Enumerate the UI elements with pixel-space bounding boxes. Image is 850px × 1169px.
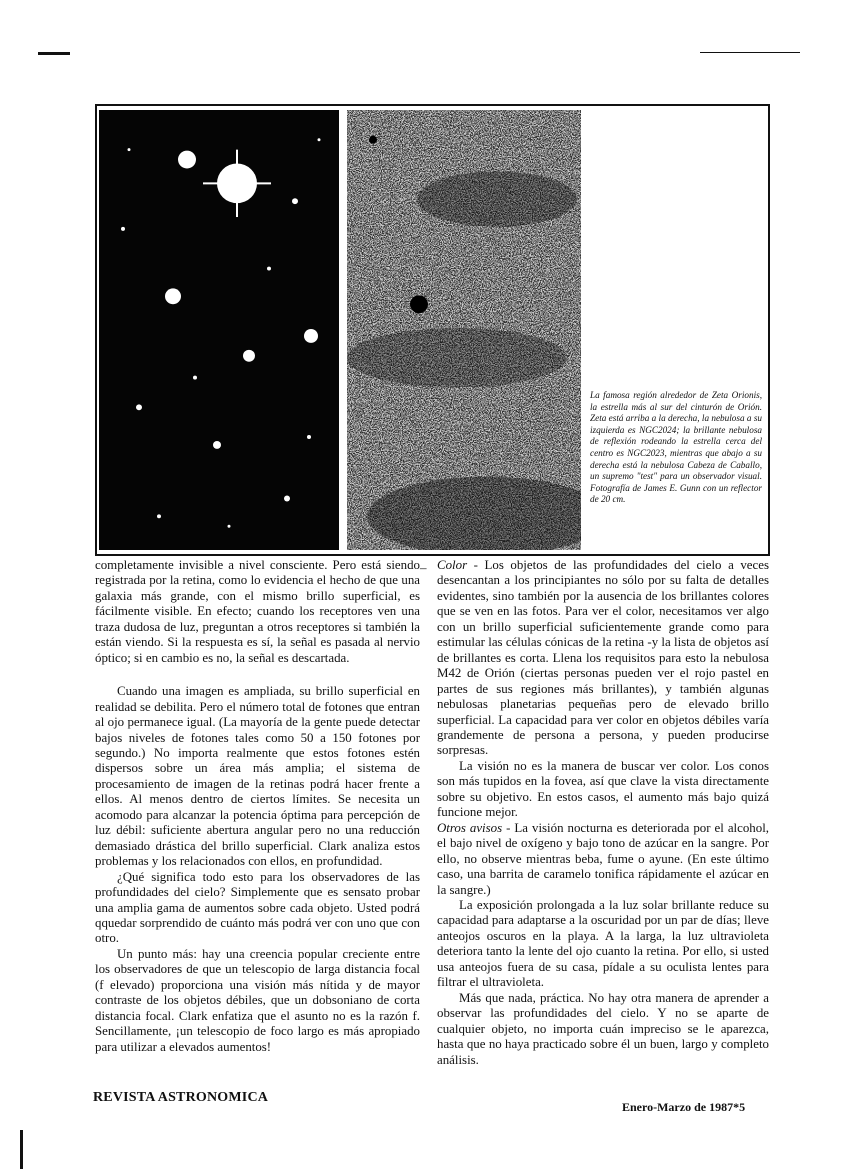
figure-caption: La famosa región alrededor de Zeta Orionis, la estrella más al sur del cinturón de Orión. Zeta está arriba a la derecha, la nebulosa a su izquierda es NGC2024; la brillante nebulosa de reflexión rodeando la estrella cerca del centro es NGC2023, mientras que abajo a su derecha está la nebulosa Cabeza de Caballo, un supremo "test" para un observador visual. Fotografía de James E. Gunn con un reflector de 20 cm. <box>590 390 762 505</box>
left-text-column <box>95 558 420 1055</box>
warnings-section-text: - La visión nocturna es deteriorada por el alcohol, el bajo nivel de oxígeno y bajo tono de azúcar en la sangre. Por ello, no observe mientras beba, fume o ayune. (En este último caso, una barrita de caramelo tonifica rápidamente el azúcar en la sangre.) <box>437 820 769 897</box>
scan-artifact-bottom-left <box>20 1130 23 1169</box>
column-dash: – <box>420 560 427 575</box>
right-text-column <box>437 558 769 1068</box>
left-paragraph-3: ¿Qué significa todo esto para los observadores de las profundidades del cielo? Simplemente que es sensato probar una amplia gama de aumentos sobre cada objeto. Usted podrá qquedar sorprendido de cuánto más podrá ver con uno que con otro. <box>95 869 420 946</box>
right-paragraph-5: Más que nada, práctica. No hay otra manera de aprender a observar las profundidades del cielo. Y no se aparte de cualquier objeto, no importa cuán impreciso se le aparezca, hasta que no haya practicado sobre él un buen, largo y completo análisis. <box>437 990 769 1067</box>
right-paragraph-4: La exposición prolongada a la luz solar brillante reduce su capacidad para adaptarse a la oscuridad por un par de días; lleve anteojos oscuros en la playa. A la larga, la luz ultravioleta deteriora tanto la lente del ojo cuanto la retina. Por ello, si usted usa anteojos fuera de su casa, pídale a su oculista lentes para filtrar el ultravioleta. <box>437 897 769 990</box>
issue-and-page: Enero-Marzo de 1987*5 <box>622 1100 746 1114</box>
nebula-photo <box>347 110 581 550</box>
star-field-photo <box>99 110 339 550</box>
right-paragraph-3 <box>437 821 769 898</box>
left-paragraph-2: Cuando una imagen es ampliada, su brillo superficial en realidad se debilita. Pero el número total de fotones que entran al ojo permanece igual. (La mayoría de la gente puede detectar bajos niveles de fotones tales como 50 a 150 fotones por segundo.) No importa realmente que estos fotones estén dispersos sobre un área más amplia; el sistema de procesamiento de imagen de la retinas podrá hacer frente a ellos. Al menos dentro de ciertos límites. Se necesita un acomodo para alcanzar la potencia óptima para percepción de luz débil: suficiente abertura angular pero no una reducción demasiado drástica del brillo superficial. Clark analiza estos problemas y los relacionados con ellos, en profundidad. <box>95 684 420 869</box>
warnings-section-lead: Otros avisos <box>437 820 503 835</box>
color-section-text: - Los objetos de las profundidades del cielo a veces desencantan a los principiantes no sólo por su falta de detalles evidentes, sino también por la ausencia de los brillantes colores que se ven en las fotos. Para ver el color, necesitamos ver algo con un brillo superficial suficientemente grande como para estimular las células cónicas de la retina -y la lista de objetos así de brillantes es corta. Llena los requisitos para esto la nebulosa M42 de Orión (ciertas personas pueden ver el rojo pastel en partes de sus regiones más brillantes), y también algunas nebulosas planetarias pequeñas pero de elevado brillo superficial. La capacidad para ver color en objetos débiles varía grandemente de persona a persona, y pueden producirse sorpresas. <box>437 558 769 758</box>
scan-artifact-top-left <box>38 52 70 55</box>
right-paragraph-1 <box>437 558 769 759</box>
right-paragraph-2: La visión no es la manera de buscar ver color. Los conos son más tupidos en la fovea, así que clave la vista directamente sobre su objetivo. En estos casos, el aumento más bajo quizá funcione mejor. <box>437 758 769 820</box>
color-section-lead: Color <box>437 558 468 572</box>
left-paragraph-4: Un punto más: hay una creencia popular creciente entre los observadores de que un telescopio de larga distancia focal (f elevado) proporciona una visión más nítida y de mayor contraste de los objetos débiles, que un dobsoniano de corta distancia focal. Clark enfatiza que el asunto no es la razón f. Sencillamente, ¡un telescopio de foco largo es más apropiado para utilizar a elevados aumentos! <box>95 946 420 1054</box>
publication-name: REVISTA ASTRONOMICA <box>93 1090 269 1105</box>
left-paragraph-1: completamente invisible a nivel consciente. Pero está siendo registrada por la retina, como lo evidencia el hecho de que una galaxia más grande, con el mismo brillo superficial, es fácilmente visible. En efecto; cuando los receptores ven una traza dudosa de luz, preguntan a otros receptores si también la están viendo. Si la respuesta es sí, la señal es pasada al nervio óptico; si en cambio es no, la señal es descartada. <box>95 558 420 665</box>
scan-artifact-top-right <box>700 52 800 53</box>
